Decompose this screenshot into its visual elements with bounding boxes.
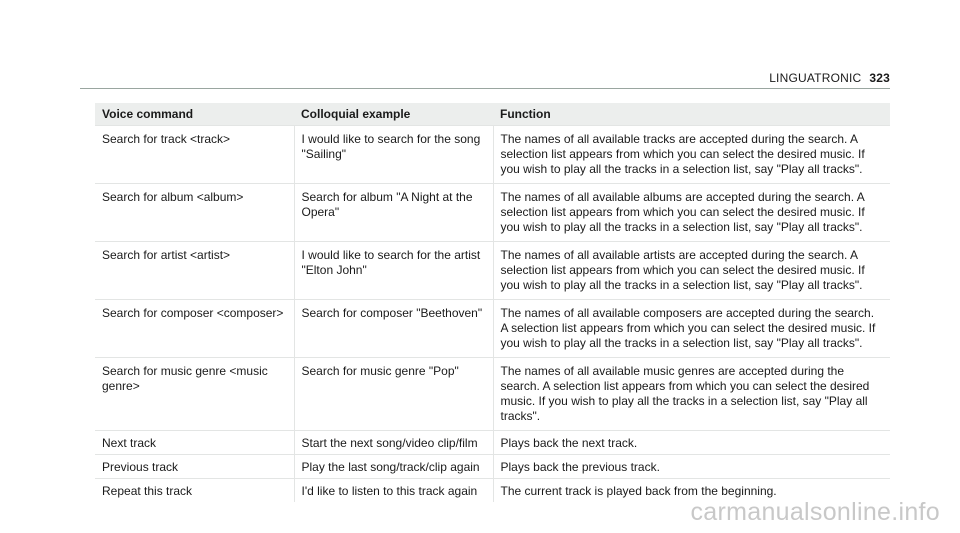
- cell-function: The names of all available artists are accepted during the search. A selection list appears from which you can select the desired music. If you wish to play all the tracks in a selection list, say "Play all tracks".: [493, 242, 890, 300]
- section-title: LINGUATRONIC: [769, 71, 862, 85]
- cell-function: The names of all available tracks are accepted during the search. A selection list appears from which you can select the desired music. If you wish to play all the tracks in a selection list, say "Play all tracks".: [493, 126, 890, 184]
- column-header: Function: [493, 103, 890, 126]
- cell-example: I'd like to listen to this track again: [294, 479, 493, 503]
- cell-example: Search for album "A Night at the Opera": [294, 184, 493, 242]
- cell-command: Search for composer <composer>: [95, 300, 294, 358]
- cell-function: The names of all available composers are accepted during the search. A selection list appears from which you can select the desired music. If you wish to play all the tracks in a selection list, say "Play all tracks".: [493, 300, 890, 358]
- cell-command: Search for track <track>: [95, 126, 294, 184]
- table-row: [95, 455, 890, 479]
- table-row: [95, 300, 890, 358]
- voice-command-table: [95, 103, 890, 502]
- column-header: Voice command: [95, 103, 294, 126]
- cell-command: Search for artist <artist>: [95, 242, 294, 300]
- running-header: [769, 71, 890, 85]
- cell-example: Start the next song/video clip/film: [294, 431, 493, 455]
- cell-command: Search for album <album>: [95, 184, 294, 242]
- column-header: Colloquial example: [294, 103, 493, 126]
- cell-example: I would like to search for the song "Sailing": [294, 126, 493, 184]
- table-row: [95, 358, 890, 431]
- table-row: [95, 126, 890, 184]
- cell-example: I would like to search for the artist "Elton John": [294, 242, 493, 300]
- cell-function: The current track is played back from the beginning.: [493, 479, 890, 503]
- page-number: 323: [869, 71, 890, 85]
- table-row: [95, 184, 890, 242]
- table-row: [95, 242, 890, 300]
- cell-function: Plays back the next track.: [493, 431, 890, 455]
- cell-example: Play the last song/track/clip again: [294, 455, 493, 479]
- cell-function: The names of all available albums are accepted during the search. A selection list appears from which you can select the desired music. If you wish to play all the tracks in a selection list, say "Play all tracks".: [493, 184, 890, 242]
- watermark: carmanualsonline.info: [690, 498, 940, 526]
- cell-function: The names of all available music genres are accepted during the search. A selection list appears from which you can select the desired music. If you wish to play all the tracks in a selection list, say "Play all tracks".: [493, 358, 890, 431]
- cell-command: Search for music genre <music genre>: [95, 358, 294, 431]
- table-header-row: [95, 103, 890, 126]
- cell-example: Search for music genre "Pop": [294, 358, 493, 431]
- cell-example: Search for composer "Beethoven": [294, 300, 493, 358]
- cell-function: Plays back the previous track.: [493, 455, 890, 479]
- cell-command: Previous track: [95, 455, 294, 479]
- table-row: [95, 431, 890, 455]
- header-rule: [80, 88, 890, 89]
- cell-command: Next track: [95, 431, 294, 455]
- cell-command: Repeat this track: [95, 479, 294, 503]
